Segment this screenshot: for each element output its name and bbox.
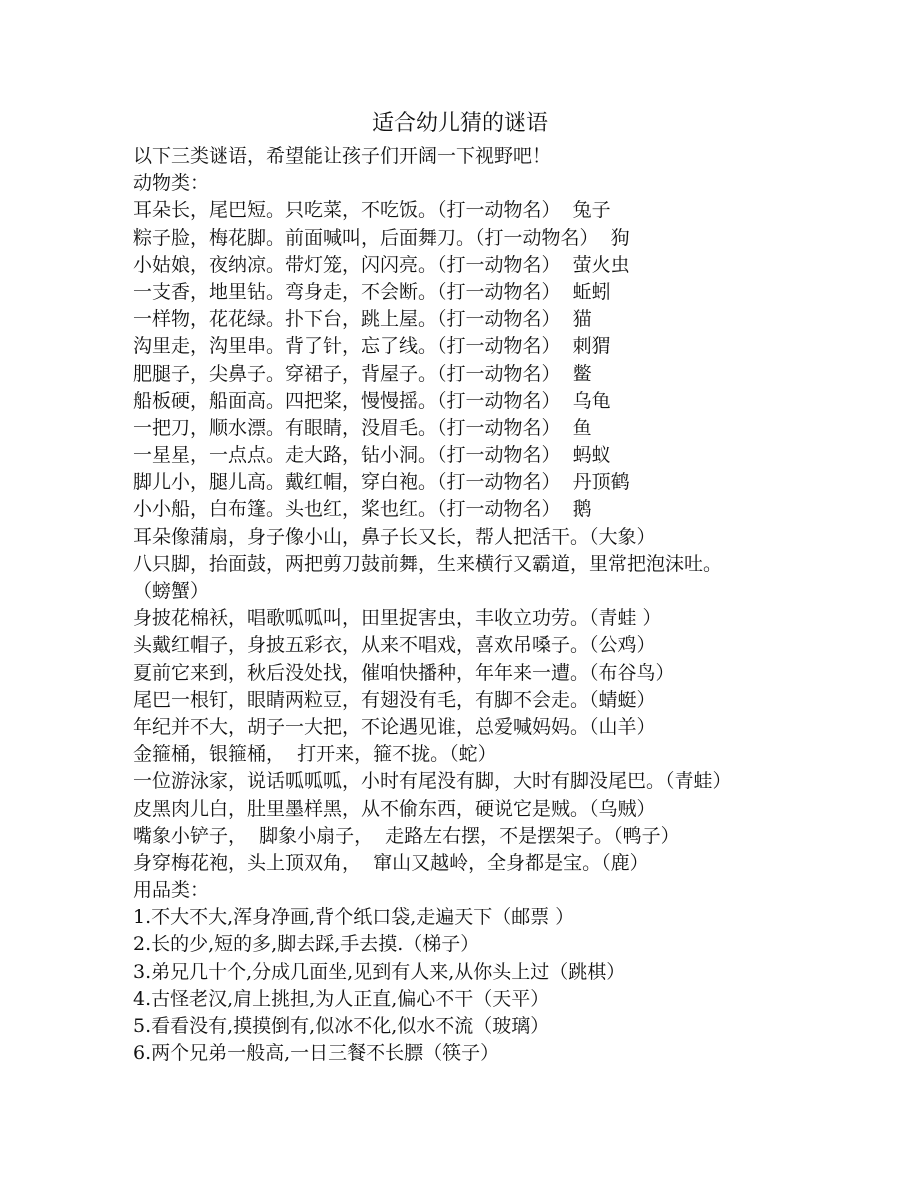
animal-riddle: 沟里走，沟里串。背了针，忘了线。（打一动物名） 刺猬 (133, 335, 611, 358)
animal-riddle: 一把刀，顺水漂。有眼睛，没眉毛。（打一动物名） 鱼 (133, 416, 592, 439)
animal-riddle: 金箍桶，银箍桶， 打开来，箍不拢。（蛇） (133, 743, 497, 766)
document-title: 适合幼儿猜的谜语 (371, 111, 548, 136)
animal-riddle: 一样物，花花绿。扑下台，跳上屋。（打一动物名） 猫 (133, 308, 592, 331)
animal-riddle: 一位游泳家，说话呱呱呱，小时有尾没有脚，大时有脚没尾巴。（青蛙） (133, 770, 732, 793)
animal-riddle: 身穿梅花袍，头上顶双角， 窜山又越岭，全身都是宝。（鹿） (133, 851, 649, 874)
goods-section-heading: 用品类： (133, 879, 210, 902)
animal-riddle: 粽子脸，梅花脚。前面喊叫，后面舞刀。（打一动物名） 狗 (133, 226, 630, 249)
animal-riddle: 八只脚，抬面鼓，两把剪刀鼓前舞，生来横行又霸道，里常把泡沫吐。 (133, 552, 723, 575)
goods-riddle: 2.长的少,短的多,脚去踩,手去摸.（梯子） (133, 933, 480, 956)
animal-riddle: 一星星，一点点。走大路，钻小洞。（打一动物名） 蚂蚁 (133, 444, 611, 467)
intro-text: 以下三类谜语，希望能让孩子们开阔一下视野吧！ (133, 145, 552, 167)
animal-riddle: 夏前它来到，秋后没处找，催咱快播种，年年来一遭。（布谷鸟） (133, 661, 675, 684)
animal-riddle-answer-wrap: （螃蟹） (133, 580, 210, 602)
goods-riddle: 5.看看没有,摸摸倒有,似冰不化,似水不流（玻璃） (133, 1015, 550, 1037)
goods-riddle: 1.不大不大,浑身净画,背个纸口袋,走遍天下（邮票 ） (133, 906, 575, 929)
animal-riddle: 小姑娘，夜纳凉。带灯笼，闪闪亮。（打一动物名） 萤火虫 (133, 253, 630, 276)
document-body (133, 143, 913, 1067)
animal-riddle: 身披花棉袄，唱歌呱呱叫，田里捉害虫，丰收立功劳。（青蛙 ） (133, 607, 662, 630)
animal-riddle: 嘴象小铲子， 脚象小扇子， 走路左右摆，不是摆架子。（鸭子） (133, 824, 680, 847)
goods-riddle: 6.两个兄弟一般高,一日三餐不长膘（筷子） (133, 1042, 500, 1065)
goods-riddle: 4.古怪老汉,肩上挑担,为人正直,偏心不干（天平） (133, 987, 550, 1010)
animal-riddle: 皮黑肉儿白，肚里墨样黑，从不偷东西，硬说它是贼。（乌贼） (133, 797, 656, 820)
animal-riddle: 船板硬，船面高。四把桨，慢慢摇。（打一动物名） 乌龟 (133, 389, 611, 412)
animal-riddle: 耳朵像蒲扇，身子像小山，鼻子长又长，帮人把活干。（大象） (133, 525, 656, 548)
animal-riddle: 一支香，地里钻。弯身走，不会断。（打一动物名） 蚯蚓 (133, 280, 611, 303)
goods-riddle: 3.弟兄几十个,分成几面坐,见到有人来,从你头上过（跳棋） (133, 960, 626, 983)
animal-riddle: 耳朵长，尾巴短。只吃菜，不吃饭。（打一动物名） 兔子 (133, 199, 611, 222)
animal-riddle: 脚儿小，腿儿高。戴红帽，穿白袍。（打一动物名） 丹顶鹤 (133, 471, 630, 494)
animal-riddle: 尾巴一根钉，眼睛两粒豆，有翅没有毛，有脚不会走。（蜻蜓） (133, 688, 656, 711)
animal-riddle: 头戴红帽子，身披五彩衣，从来不唱戏，喜欢吊嗓子。（公鸡） (133, 634, 656, 657)
animal-section-heading: 动物类： (133, 172, 210, 195)
animal-riddle: 小小船，白布篷。头也红，桨也红。（打一动物名） 鹅 (133, 498, 592, 521)
animal-riddle: 年纪并不大，胡子一大把，不论遇见谁，总爱喊妈妈。（山羊） (133, 715, 656, 738)
animal-riddle: 肥腿子，尖鼻子。穿裙子，背屋子。（打一动物名） 鳖 (133, 362, 592, 385)
